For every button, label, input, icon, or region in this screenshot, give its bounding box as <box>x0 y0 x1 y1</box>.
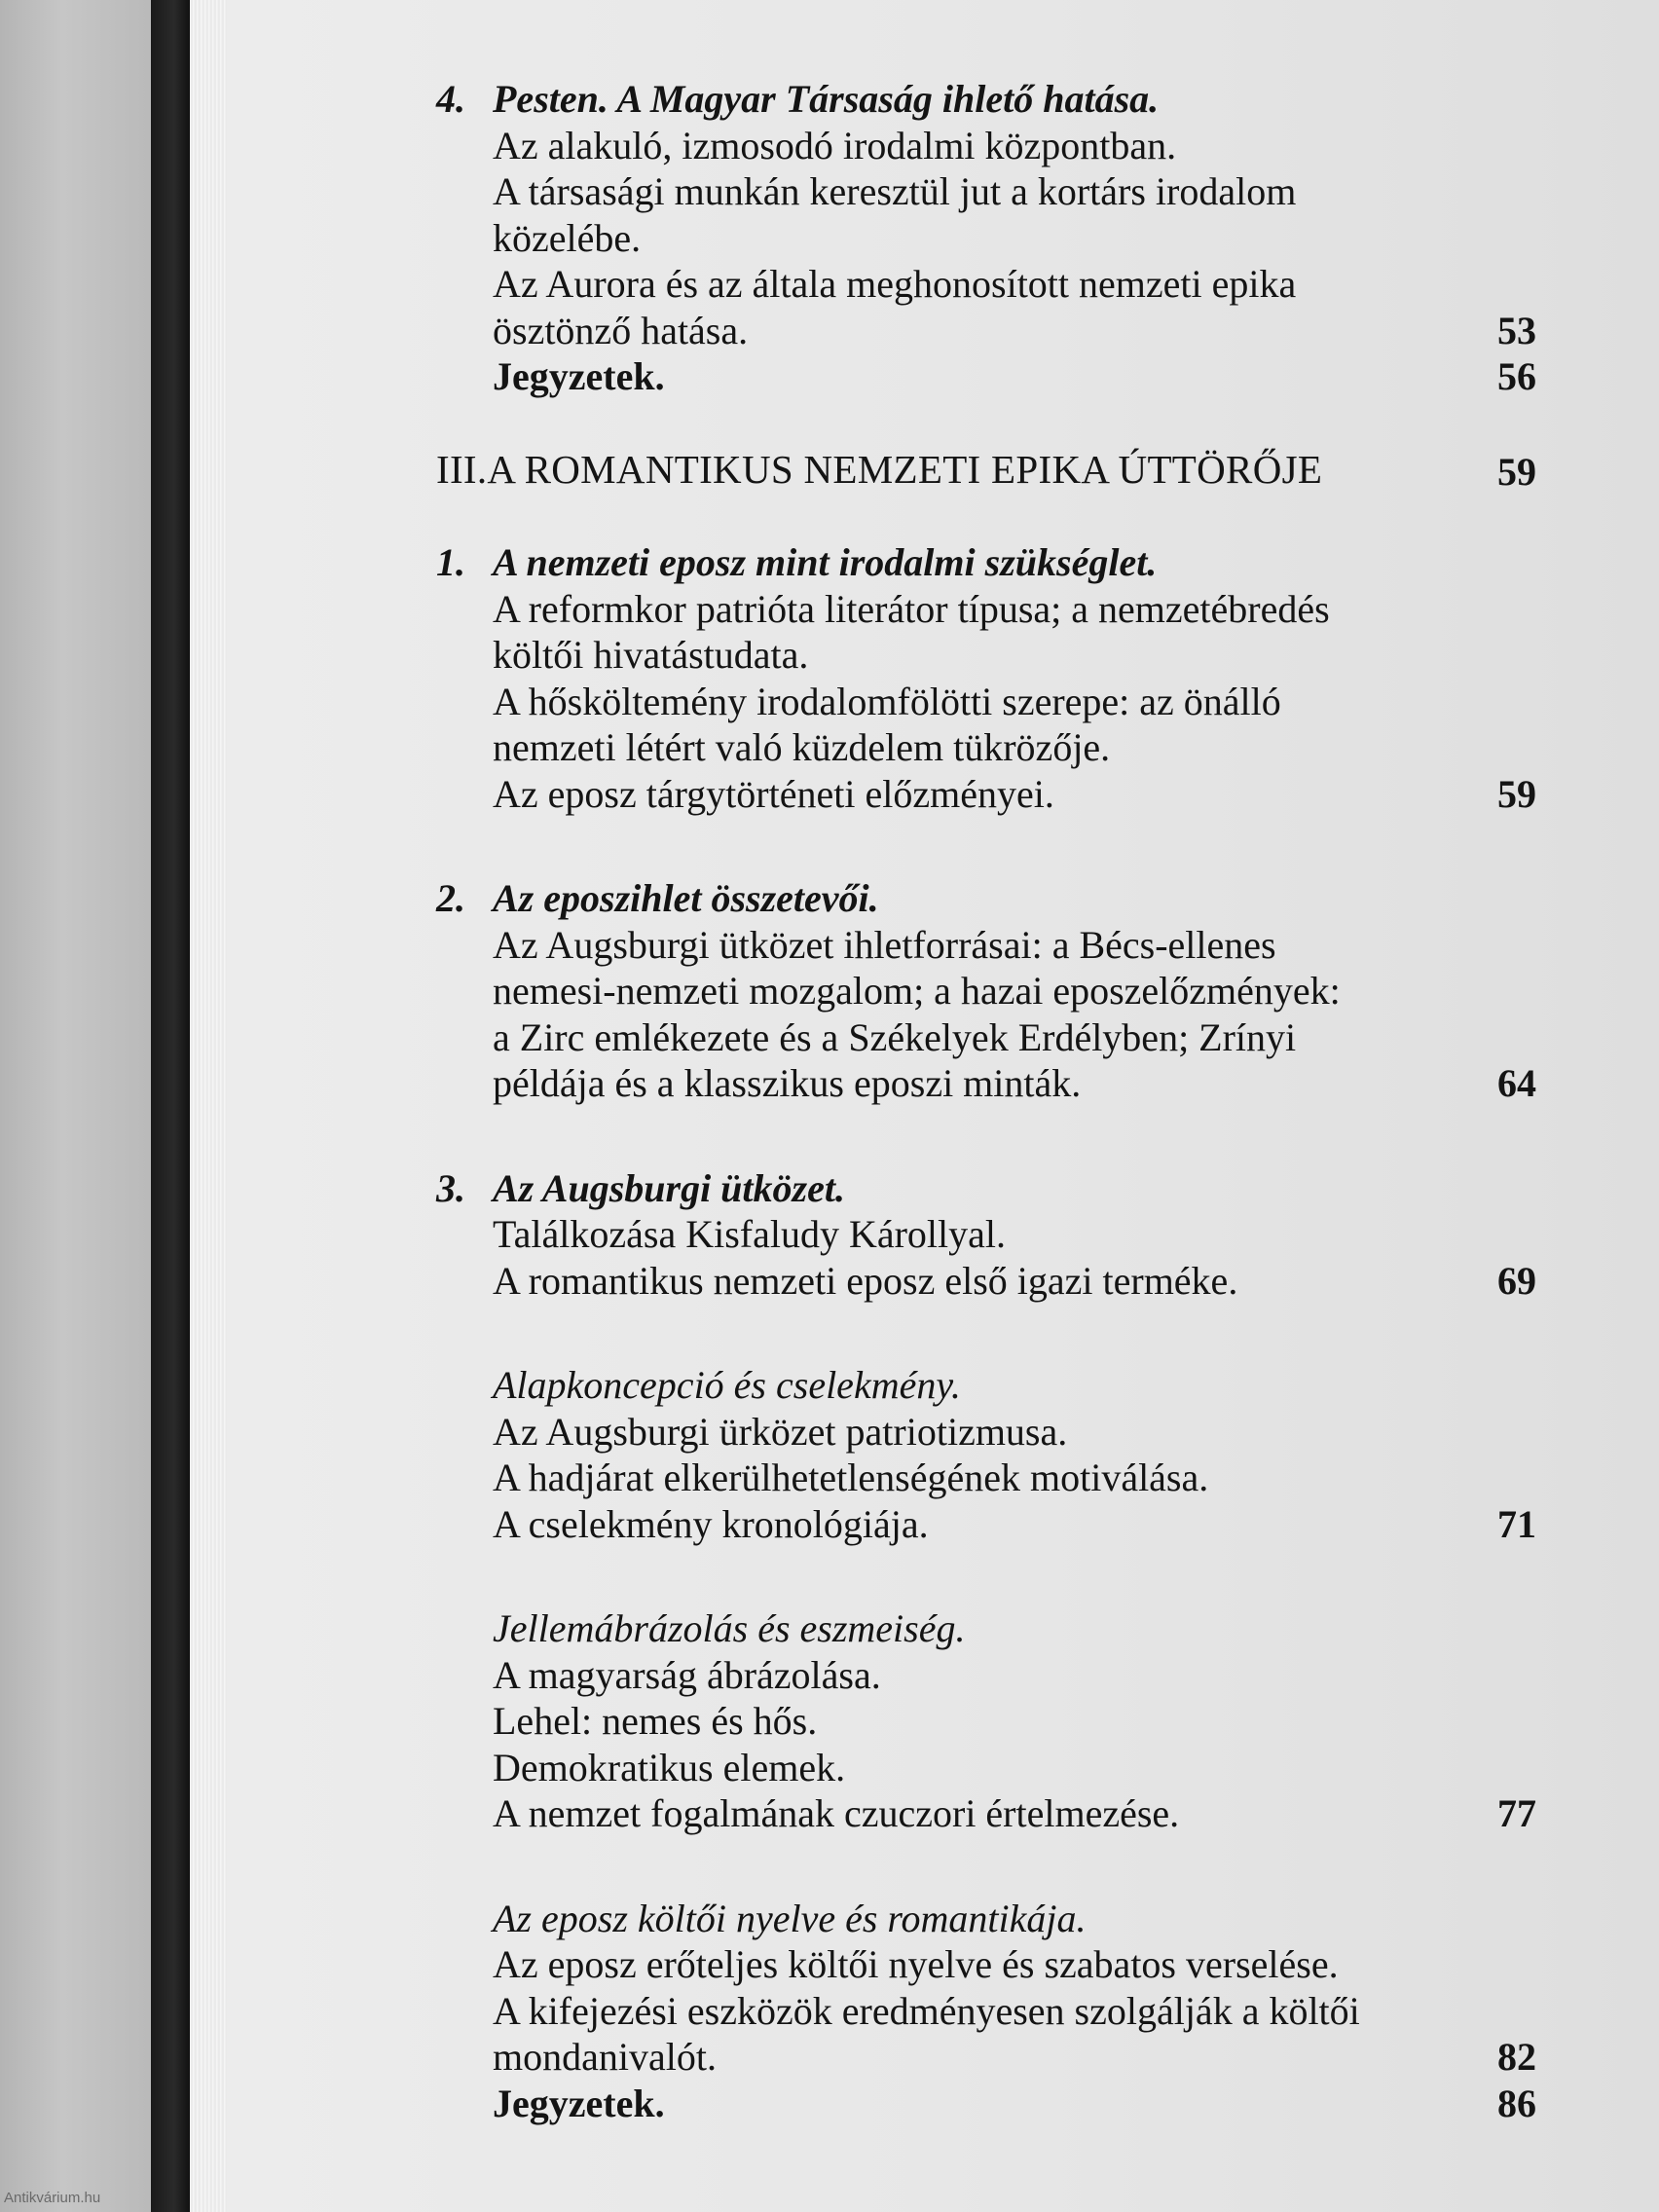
subsection-title: Alapkoncepció és cselekmény. <box>493 1363 961 1407</box>
toc-subentry-jellemabrazolas <box>436 1605 1536 1837</box>
page-number: 71 <box>1497 1501 1536 1546</box>
part-title: III.A ROMANTIKUS NEMZETI EPIKA ÚTTÖRŐJE <box>436 446 1323 492</box>
toc-line: a Zirc emlékezete és a Székelyek Erdélyben; Zrínyi <box>493 1014 1297 1059</box>
toc-line: A nemzet fogalmának czuczori értelmezése. <box>493 1791 1180 1835</box>
notes-label: Jegyzetek. <box>493 2081 665 2125</box>
toc-heading <box>436 1165 1536 1212</box>
toc-line: ösztönző hatása. <box>493 308 749 352</box>
toc-line: A reformkor patrióta literátor típusa; a nemzetébredés <box>493 586 1330 631</box>
toc-line: A cselekmény kronológiája. <box>493 1501 929 1546</box>
toc-heading <box>436 875 1536 922</box>
toc-entry-2 <box>436 875 1536 1107</box>
page-number: 53 <box>1497 308 1536 352</box>
toc-line: Találkozása Kisfaludy Károllyal. <box>493 1212 1007 1256</box>
toc-line: A hadjárat elkerülhetetlenségének motiválása. <box>493 1456 1209 1499</box>
section-title: A nemzeti eposz mint irodalmi szükséglet. <box>493 540 1158 584</box>
section-number: 2. <box>436 876 465 920</box>
page-edges <box>190 0 227 2212</box>
page-number: 86 <box>1497 2081 1536 2125</box>
toc-line: Az Augsburgi ürközet patriotizmusa. <box>493 1409 1068 1454</box>
page-number: 64 <box>1497 1061 1536 1105</box>
section-number: 1. <box>436 540 465 584</box>
toc-heading <box>436 76 1536 123</box>
toc-line: A társasági munkán keresztül jut a kortárs irodalom <box>493 169 1297 213</box>
page-number: 69 <box>1497 1258 1536 1303</box>
toc-line: nemzeti létért való küzdelem tükrözője. <box>493 725 1111 769</box>
toc-entry-3 <box>436 1165 1536 1305</box>
page-number: 56 <box>1497 354 1536 398</box>
section-number: 4. <box>436 77 465 121</box>
toc-line: nemesi-nemzeti mozgalom; a hazai eposzelőzmények: <box>493 969 1341 1013</box>
toc-line: közelébe. <box>493 215 642 260</box>
toc-part-3 <box>436 447 1536 494</box>
table-of-contents <box>436 76 1536 2126</box>
notes-label: Jegyzetek. <box>493 354 665 398</box>
background-surface <box>0 0 156 2212</box>
section-title: Az eposzihlet összetevői. <box>493 876 879 920</box>
toc-entry-4 <box>436 76 1536 400</box>
toc-line: Lehel: nemes és hős. <box>493 1699 818 1743</box>
toc-line: példája és a klasszikus eposzi minták. <box>493 1061 1082 1105</box>
toc-line: mondanivalót. <box>493 2035 717 2079</box>
toc-line: A romantikus nemzeti eposz első igazi terméke. <box>493 1258 1238 1303</box>
toc-line: költői hivatástudata. <box>493 633 809 677</box>
toc-line: A magyarság ábrázolása. <box>493 1652 881 1697</box>
toc-line: Az Augsburgi ütközet ihletforrásai: a Bécs-ellenes <box>493 922 1276 967</box>
subsection-title: Jellemábrázolás és eszmeiség. <box>493 1606 966 1650</box>
toc-heading <box>436 539 1536 586</box>
toc-subentry-koltoi-nyelv <box>436 1896 1536 2127</box>
toc-entry-1 <box>436 539 1536 817</box>
toc-subentry-alapkoncepcio <box>436 1362 1536 1547</box>
section-title: Pesten. A Magyar Társaság ihlető hatása. <box>493 77 1160 121</box>
book-spine <box>151 0 190 2212</box>
subsection-title: Az eposz költői nyelve és romantikája. <box>493 1896 1087 1940</box>
page-number: 77 <box>1497 1791 1536 1835</box>
toc-line: A kifejezési eszközök eredményesen szolgálják a költői <box>493 1988 1360 2033</box>
toc-line: A hősköltemény irodalomfölötti szerepe: az önálló <box>493 679 1281 723</box>
section-title: Az Augsburgi ütközet. <box>493 1165 845 1210</box>
page-number: 59 <box>1497 449 1536 494</box>
toc-line: Az eposz tárgytörténeti előzményei. <box>493 771 1054 816</box>
page-number: 82 <box>1497 2035 1536 2079</box>
watermark: Antikvárium.hu <box>4 2190 101 2206</box>
toc-line: Az eposz erőteljes költői nyelve és szabatos verselése. <box>493 1942 1339 1986</box>
section-number: 3. <box>436 1165 465 1210</box>
toc-line: Az alakuló, izmosodó irodalmi központban. <box>493 123 1177 167</box>
page-number: 59 <box>1497 771 1536 816</box>
toc-line: Demokratikus elemek. <box>493 1745 846 1789</box>
toc-line: Az Aurora és az általa meghonosított nemzeti epika <box>493 262 1297 306</box>
